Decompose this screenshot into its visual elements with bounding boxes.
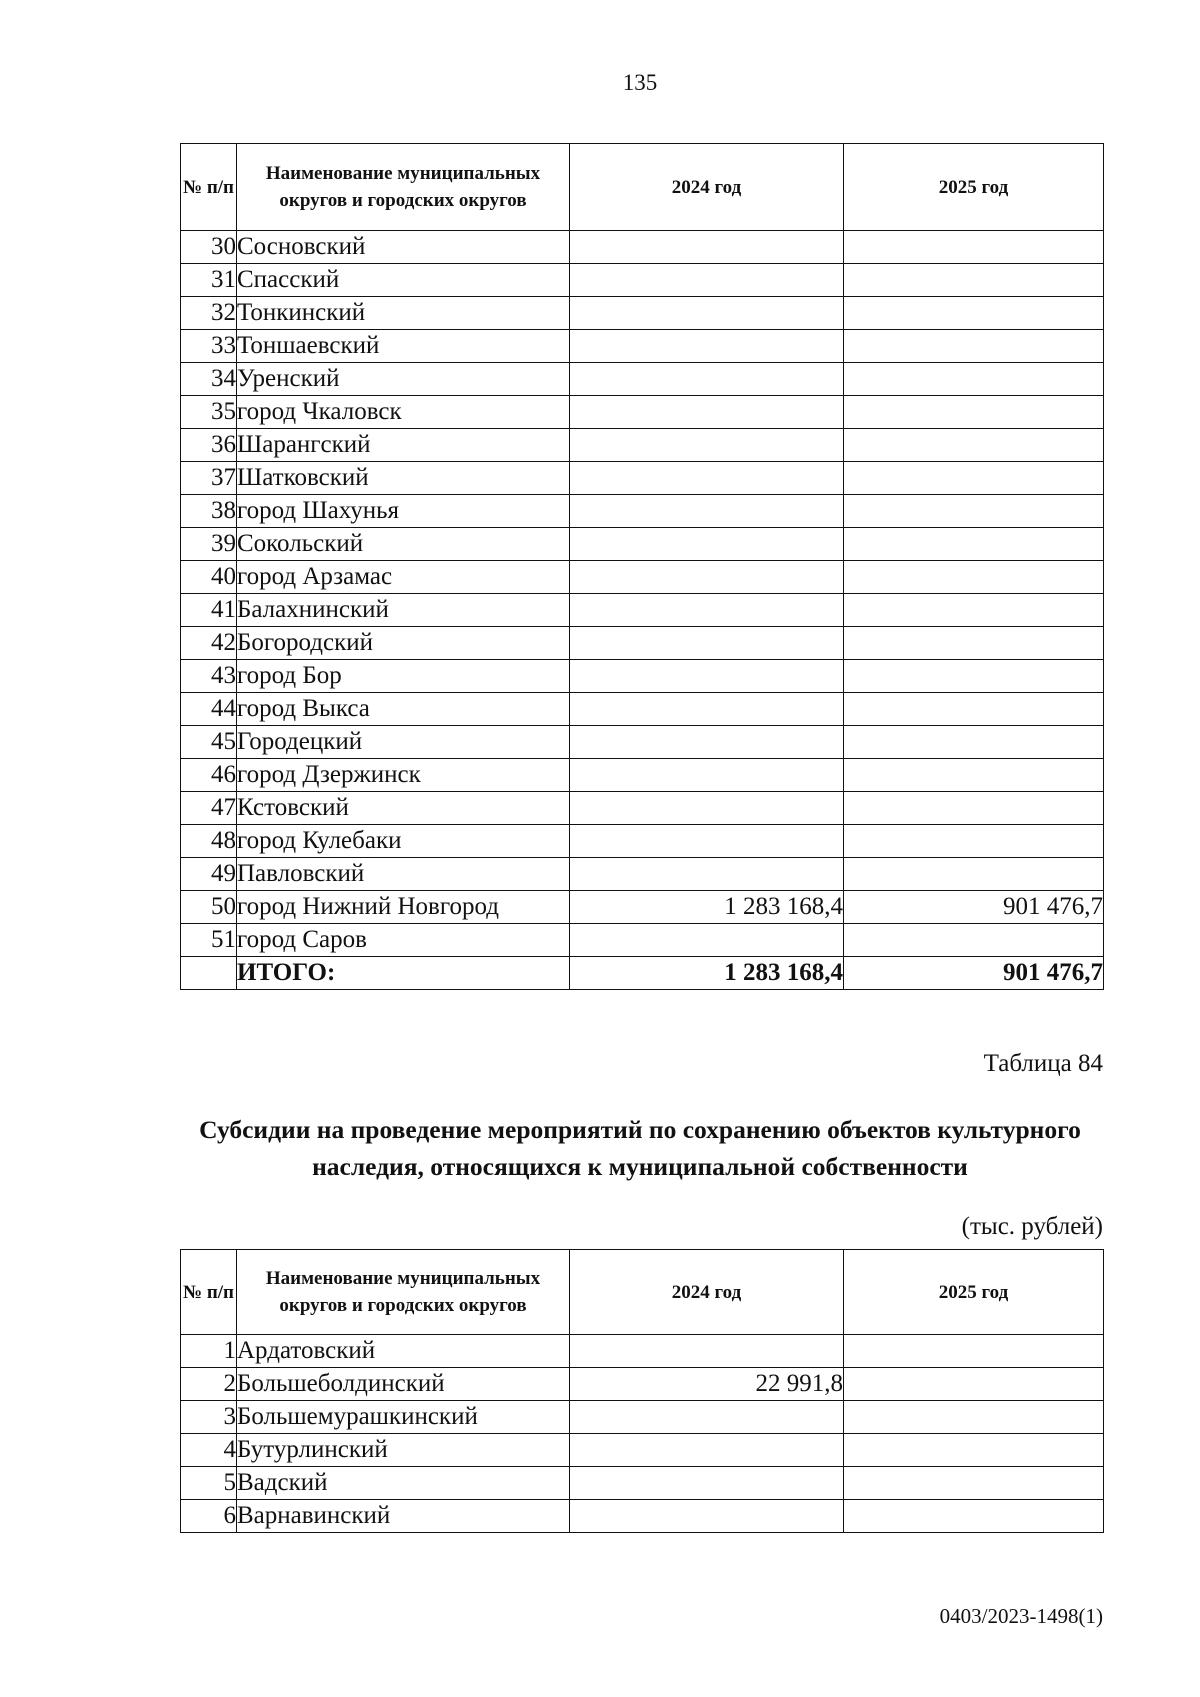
- value-2025-cell: [844, 924, 1104, 957]
- value-2025-cell: [844, 726, 1104, 759]
- value-2024-cell: [570, 1335, 844, 1368]
- row-number-cell: 50: [181, 891, 237, 924]
- table-row: [181, 495, 1104, 528]
- value-2024-cell: [570, 1500, 844, 1533]
- municipality-name-cell: город Выкса: [237, 693, 570, 726]
- value-2025-cell: [844, 528, 1104, 561]
- value-2025-cell: [844, 330, 1104, 363]
- table-row: [181, 693, 1104, 726]
- table-row: [181, 660, 1104, 693]
- value-2024-cell: [570, 396, 844, 429]
- value-2025-cell: [844, 1500, 1104, 1533]
- value-2025-cell: [844, 396, 1104, 429]
- value-2025-cell: [844, 627, 1104, 660]
- municipality-name-cell: Балахнинский: [237, 594, 570, 627]
- row-number-cell: 46: [181, 759, 237, 792]
- header-2025: 2025 год: [844, 144, 1104, 231]
- municipality-name-cell: Бутурлинский: [237, 1434, 570, 1467]
- value-2025-cell: [844, 759, 1104, 792]
- row-number-cell: 47: [181, 792, 237, 825]
- row-number-cell: 35: [181, 396, 237, 429]
- value-2024-cell: [570, 495, 844, 528]
- row-number-cell: 38: [181, 495, 237, 528]
- value-2025-cell: [844, 1335, 1104, 1368]
- header-2024: 2024 год: [570, 144, 844, 231]
- municipality-name-cell: Варнавинский: [237, 1500, 570, 1533]
- table-row: [181, 297, 1104, 330]
- municipality-name-cell: город Шахунья: [237, 495, 570, 528]
- table-row: [181, 1335, 1104, 1368]
- table-row: [181, 231, 1104, 264]
- value-2025-cell: [844, 825, 1104, 858]
- municipality-name-cell: Большемурашкинский: [237, 1401, 570, 1434]
- municipality-name-cell: город Чкаловск: [237, 396, 570, 429]
- value-2025-cell: [844, 297, 1104, 330]
- value-2025-cell: [844, 1368, 1104, 1401]
- document-code: 0403/2023-1498(1): [939, 1604, 1103, 1628]
- total-row: [181, 957, 1104, 990]
- value-2025-cell: [844, 363, 1104, 396]
- table-row: [181, 1368, 1104, 1401]
- value-2024-cell: [570, 1467, 844, 1500]
- value-2024-cell: 22 991,8: [570, 1368, 844, 1401]
- value-2024-cell: [570, 792, 844, 825]
- value-2025-cell: [844, 231, 1104, 264]
- municipality-name-cell: Городецкий: [237, 726, 570, 759]
- municipality-name-cell: город Бор: [237, 660, 570, 693]
- table-row: [181, 462, 1104, 495]
- row-number-cell: 39: [181, 528, 237, 561]
- row-number-cell: 6: [181, 1500, 237, 1533]
- table-row: [181, 792, 1104, 825]
- table-row: [181, 561, 1104, 594]
- value-2025-cell: [844, 594, 1104, 627]
- table-row: [181, 429, 1104, 462]
- municipality-name-cell: Кстовский: [237, 792, 570, 825]
- value-2025-cell: [844, 1434, 1104, 1467]
- value-2024-cell: [570, 759, 844, 792]
- municipality-name-cell: город Дзержинск: [237, 759, 570, 792]
- row-number-cell: 48: [181, 825, 237, 858]
- row-number-cell: 43: [181, 660, 237, 693]
- value-2025-cell: [844, 561, 1104, 594]
- table-header-row: [181, 144, 1104, 231]
- row-number-cell: 41: [181, 594, 237, 627]
- municipality-name-cell: Сокольский: [237, 528, 570, 561]
- municipality-name-cell: Вадский: [237, 1467, 570, 1500]
- value-2025-cell: [844, 1401, 1104, 1434]
- municipality-name-cell: Спасский: [237, 264, 570, 297]
- row-number-cell: 45: [181, 726, 237, 759]
- table-row: [181, 627, 1104, 660]
- row-number-cell: 4: [181, 1434, 237, 1467]
- table-row: [181, 594, 1104, 627]
- value-2025-cell: [844, 462, 1104, 495]
- value-2024-cell: [570, 429, 844, 462]
- value-2024-cell: [570, 660, 844, 693]
- value-2024-cell: [570, 858, 844, 891]
- value-2025-cell: 901 476,7: [844, 957, 1104, 990]
- value-2024-cell: [570, 231, 844, 264]
- municipality-name-cell: ИТОГО:: [237, 957, 570, 990]
- row-number-cell: 2: [181, 1368, 237, 1401]
- value-2024-cell: 1 283 168,4: [570, 891, 844, 924]
- row-number-cell: 30: [181, 231, 237, 264]
- table-row: [181, 891, 1104, 924]
- table-row: [181, 924, 1104, 957]
- header-2025: 2025 год: [844, 1250, 1104, 1335]
- subsidy-table-continued: [180, 143, 1104, 990]
- municipality-name-cell: город Кулебаки: [237, 825, 570, 858]
- table-title: Субсидии на проведение мероприятий по сохранению объектов культурного наследия, относящихся к муниципальной собственности: [199, 1115, 1081, 1181]
- municipality-name-cell: Шатковский: [237, 462, 570, 495]
- value-2024-cell: [570, 528, 844, 561]
- table-row: [181, 726, 1104, 759]
- row-number-cell: 5: [181, 1467, 237, 1500]
- municipality-name-cell: город Нижний Новгород: [237, 891, 570, 924]
- table-label: Таблица 84: [983, 1050, 1103, 1077]
- table-row: [181, 1467, 1104, 1500]
- value-2024-cell: [570, 363, 844, 396]
- value-2024-cell: [570, 561, 844, 594]
- table-row: [181, 330, 1104, 363]
- row-number-cell: 31: [181, 264, 237, 297]
- municipality-name-cell: Тоншаевский: [237, 330, 570, 363]
- value-2024-cell: [570, 825, 844, 858]
- row-number-cell: 3: [181, 1401, 237, 1434]
- row-number-cell: [181, 957, 237, 990]
- value-2025-cell: [844, 429, 1104, 462]
- header-num: № п/п: [181, 144, 237, 231]
- municipality-name-cell: город Арзамас: [237, 561, 570, 594]
- row-number-cell: 49: [181, 858, 237, 891]
- municipality-name-cell: Тонкинский: [237, 297, 570, 330]
- value-2025-cell: [844, 1467, 1104, 1500]
- value-2025-cell: [844, 660, 1104, 693]
- table-row: [181, 1401, 1104, 1434]
- value-2024-cell: 1 283 168,4: [570, 957, 844, 990]
- municipality-name-cell: Павловский: [237, 858, 570, 891]
- municipality-name-cell: Богородский: [237, 627, 570, 660]
- row-number-cell: 51: [181, 924, 237, 957]
- municipality-name-cell: Шарангский: [237, 429, 570, 462]
- value-2024-cell: [570, 1401, 844, 1434]
- header-num: № п/п: [181, 1250, 237, 1335]
- value-2025-cell: 901 476,7: [844, 891, 1104, 924]
- value-2024-cell: [570, 627, 844, 660]
- header-name: Наименование муниципальных округов и городских округов: [237, 1250, 570, 1335]
- value-2024-cell: [570, 693, 844, 726]
- units-label: (тыс. рублей): [961, 1213, 1103, 1240]
- row-number-cell: 36: [181, 429, 237, 462]
- table-row: [181, 858, 1104, 891]
- table-row: [181, 264, 1104, 297]
- row-number-cell: 40: [181, 561, 237, 594]
- value-2025-cell: [844, 858, 1104, 891]
- table-row: [181, 528, 1104, 561]
- table-header-row: [181, 1250, 1104, 1335]
- municipality-name-cell: Большеболдинский: [237, 1368, 570, 1401]
- row-number-cell: 44: [181, 693, 237, 726]
- value-2024-cell: [570, 1434, 844, 1467]
- value-2025-cell: [844, 693, 1104, 726]
- row-number-cell: 32: [181, 297, 237, 330]
- header-name: Наименование муниципальных округов и городских округов: [237, 144, 570, 231]
- table-row: [181, 363, 1104, 396]
- value-2024-cell: [570, 462, 844, 495]
- value-2025-cell: [844, 495, 1104, 528]
- value-2024-cell: [570, 594, 844, 627]
- value-2024-cell: [570, 264, 844, 297]
- row-number-cell: 37: [181, 462, 237, 495]
- value-2025-cell: [844, 792, 1104, 825]
- municipality-name-cell: город Саров: [237, 924, 570, 957]
- value-2024-cell: [570, 297, 844, 330]
- municipality-name-cell: Уренский: [237, 363, 570, 396]
- value-2025-cell: [844, 264, 1104, 297]
- cultural-heritage-subsidy-table: [180, 1249, 1104, 1533]
- value-2024-cell: [570, 726, 844, 759]
- row-number-cell: 42: [181, 627, 237, 660]
- header-2024: 2024 год: [570, 1250, 844, 1335]
- municipality-name-cell: Сосновский: [237, 231, 570, 264]
- row-number-cell: 1: [181, 1335, 237, 1368]
- page-number: 135: [622, 70, 658, 95]
- table-row: [181, 825, 1104, 858]
- table-row: [181, 1434, 1104, 1467]
- value-2024-cell: [570, 924, 844, 957]
- value-2024-cell: [570, 330, 844, 363]
- table-row: [181, 759, 1104, 792]
- row-number-cell: 34: [181, 363, 237, 396]
- table-row: [181, 1500, 1104, 1533]
- row-number-cell: 33: [181, 330, 237, 363]
- table-row: [181, 396, 1104, 429]
- municipality-name-cell: Ардатовский: [237, 1335, 570, 1368]
